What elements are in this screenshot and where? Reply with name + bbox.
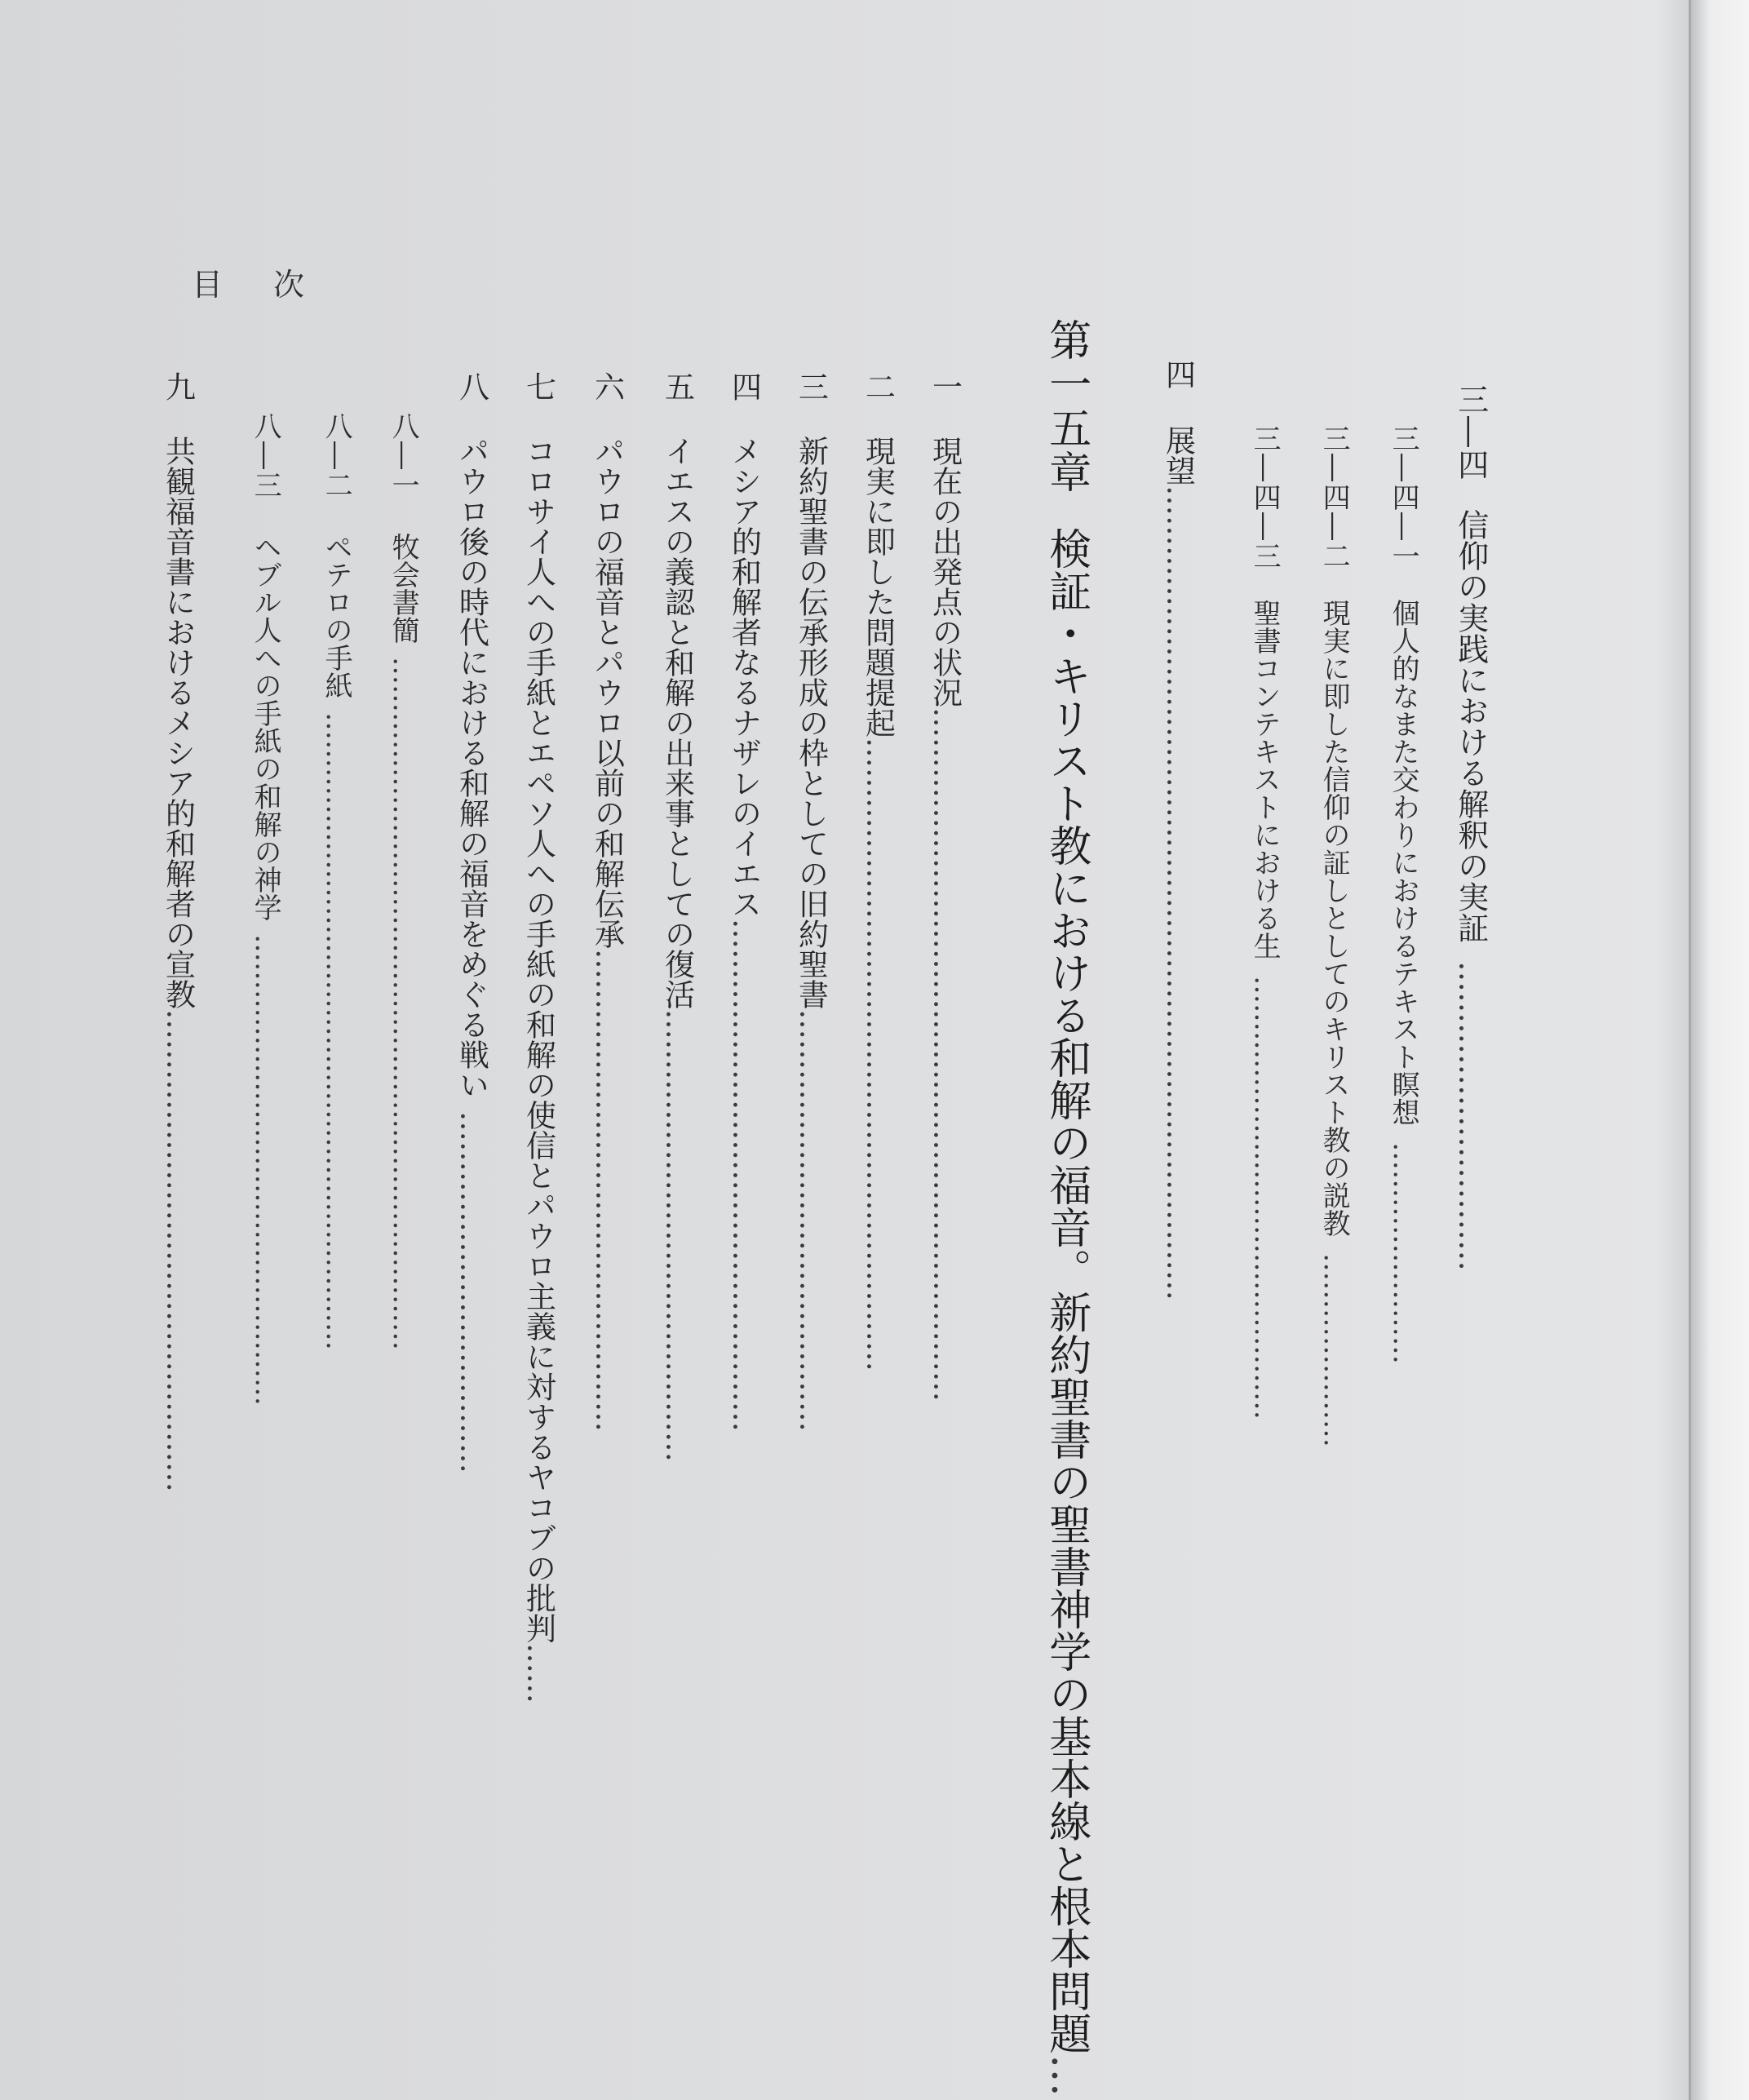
toc-entry-number: 三: [793, 371, 829, 403]
toc-entry-title: 新約聖書の伝承形成の枠としての旧約聖書: [793, 436, 829, 1009]
toc-entry-number: 七: [520, 371, 556, 403]
toc-entry-title: 信仰の実践における解釈の実証: [1452, 509, 1489, 943]
toc-entry-number: 三―四―二: [1317, 424, 1351, 571]
toc-entry: [793, 371, 828, 1432]
toc-entry: [1387, 424, 1419, 1364]
toc-leader-dots: …………………………………………………………………: [387, 657, 420, 1350]
toc-entry: [726, 371, 761, 1432]
toc-entry: [860, 371, 895, 1371]
toc-entry-title: イエスの義認と和解の出来事としての復活: [659, 436, 695, 1009]
chapter-number: 第一五章: [1041, 318, 1091, 494]
toc-leader-dots: ……: [520, 1643, 556, 1703]
toc-entry-title: 個人的なまた交わりにおけるテキスト瞑想: [1387, 599, 1420, 1126]
toc-entry-title: ヘブル人への手紙の和解の神学: [249, 533, 282, 921]
toc-entry: [659, 371, 694, 1462]
toc-entry-number: 八―二: [320, 412, 353, 500]
toc-entry-number: 三―四: [1452, 383, 1489, 481]
toc-entry-title: コロサイ人への手紙とエペソ人への手紙の和解の使信とパウロ主義に対するヤコブの批判: [520, 436, 556, 1643]
toc-leader-dots: ………………………………………: [659, 1009, 695, 1462]
toc-leader-dots: ………………………………………………………………………: [1160, 485, 1196, 1300]
toc-leader-dots: ……………………………………………………………: [320, 712, 353, 1350]
toc-entry: [1452, 383, 1488, 1271]
page-edge-line: [1689, 0, 1691, 2100]
toc-leader-dots: …………………: [1317, 1253, 1351, 1447]
toc-leader-dots: ………………………………: [454, 1111, 489, 1473]
toc-entry-number: 八: [454, 371, 489, 403]
toc-entry-title: 牧会書簡: [387, 533, 420, 644]
toc-leader-dots: ……………………: [1387, 1142, 1420, 1364]
toc-leader-dots: …………………………………………: [1248, 976, 1282, 1420]
toc-entry: [1317, 424, 1349, 1447]
toc-entry-number: 二: [860, 371, 896, 403]
toc-leader-dots: ……………………………………: [793, 1009, 829, 1432]
toc-entry-title: 現実に即した問題提起: [860, 436, 896, 738]
toc-leader-dots: …………………………………………: [589, 949, 625, 1432]
toc-leader-dots: ……………………………………………………………: [927, 707, 963, 1402]
toc-entry-number: 六: [589, 371, 625, 403]
toc-leader-dots: ……………………………………………: [249, 934, 282, 1406]
toc-entry-number: 四: [1160, 359, 1196, 391]
toc-entry: [454, 371, 489, 1473]
chapter-heading: [1041, 318, 1090, 2097]
toc-entry-number: 三―四―一: [1387, 424, 1420, 571]
toc-entry: [320, 412, 352, 1350]
adjacent-page-edge: [1689, 0, 1749, 2100]
toc-entry-title: パウロの福音とパウロ以前の和解伝承: [589, 436, 625, 949]
toc-entry-title: 共観福音書におけるメシア的和解者の宣教: [160, 436, 196, 1009]
toc-entry-number: 八―三: [249, 412, 282, 500]
toc-entry-number: 五: [659, 371, 695, 403]
toc-leader-dots: ………………………………………………………: [860, 738, 896, 1371]
toc-entry: [927, 371, 962, 1402]
toc-entry-number: 八―一: [387, 412, 420, 500]
toc-entry-number: 一: [927, 371, 963, 403]
chapter-title: 検証・キリスト教における和解の福音。新約聖書の聖書神学の基本線と根本問題: [1041, 527, 1091, 2054]
toc-entry: [1248, 424, 1280, 1420]
toc-entry-number: 三―四―三: [1248, 424, 1282, 571]
toc-leader-dots: ……………………………………………: [726, 919, 762, 1432]
toc-entry: [1160, 359, 1195, 1300]
toc-entry: [160, 371, 195, 1492]
toc-entry-number: 四: [726, 371, 762, 403]
toc-entry-title: 展望: [1160, 425, 1196, 485]
toc-entry: [387, 412, 418, 1350]
toc-entry: [520, 371, 556, 1703]
toc-entry-title: パウロ後の時代における和解の福音をめぐる戦い: [454, 436, 489, 1100]
toc-entry: [249, 412, 281, 1406]
toc-entry-title: 聖書コンテキストにおける生: [1248, 599, 1282, 959]
toc-leader-dots: …: [1041, 2054, 1091, 2097]
toc-entry: [589, 371, 624, 1432]
toc-entry-title: ペテロの手紙: [320, 533, 353, 699]
toc-entry-title: 現実に即した信仰の証しとしてのキリスト教の説教: [1317, 599, 1351, 1237]
toc-leader-dots: …………………………………………: [160, 1009, 196, 1492]
toc-leader-dots: …………………………: [1452, 961, 1489, 1271]
toc-entry-title: メシア的和解者なるナザレのイエス: [726, 436, 762, 919]
running-head: 目次: [192, 267, 356, 303]
toc-entry-number: 九: [160, 371, 196, 403]
page-gutter-shadow: [1656, 0, 1689, 2100]
toc-entry-title: 現在の出発点の状況: [927, 436, 963, 707]
